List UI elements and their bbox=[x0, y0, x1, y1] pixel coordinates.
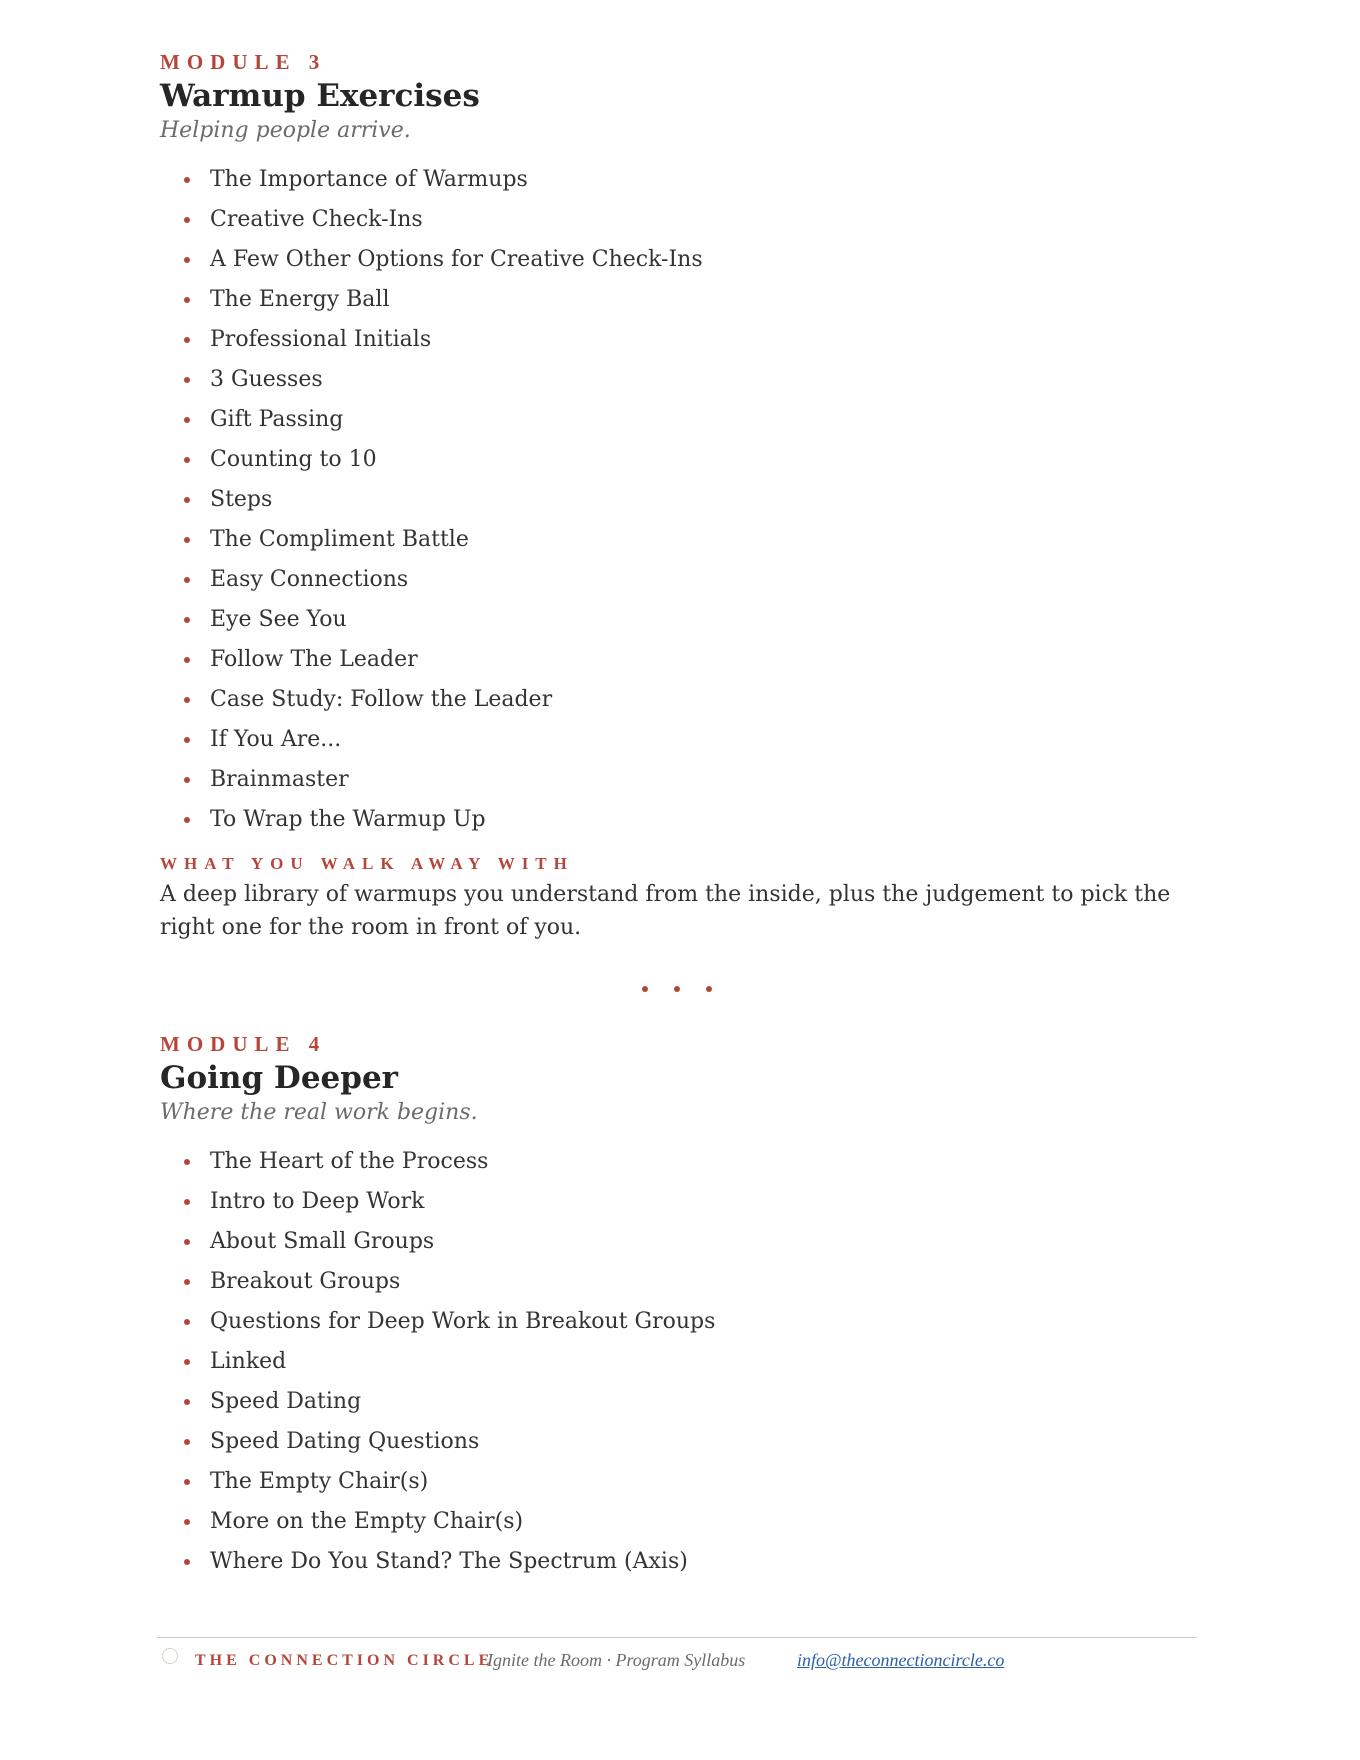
bullet-icon bbox=[184, 1399, 190, 1405]
section-divider bbox=[160, 968, 1200, 1010]
walk-away-text: A deep library of warmups you understand from the inside, plus the judgement to pick the right one for the room in front of you. bbox=[160, 882, 1171, 940]
bullet-icon bbox=[184, 737, 190, 743]
list-item: Professional Initials bbox=[184, 320, 1200, 360]
bullet-icon bbox=[184, 1279, 190, 1285]
divider-dot-icon bbox=[642, 986, 648, 992]
list-item: Easy Connections bbox=[184, 560, 1200, 600]
bullet-icon bbox=[184, 1239, 190, 1245]
module-4-topic-list bbox=[160, 1142, 1200, 1582]
bullet-icon bbox=[184, 697, 190, 703]
bullet-icon bbox=[184, 657, 190, 663]
list-item: Eye See You bbox=[184, 600, 1200, 640]
list-item: 3 Guesses bbox=[184, 360, 1200, 400]
bullet-icon bbox=[184, 177, 190, 183]
divider-dot-icon bbox=[674, 986, 680, 992]
module-3-section bbox=[160, 48, 1200, 944]
list-item: More on the Empty Chair(s) bbox=[184, 1502, 1200, 1542]
list-item: Speed Dating Questions bbox=[184, 1422, 1200, 1462]
module-subtitle: Helping people arrive. bbox=[160, 118, 411, 143]
bullet-icon bbox=[184, 1199, 190, 1205]
bullet-icon bbox=[184, 1159, 190, 1165]
footer-email-link[interactable]: info@theconnectioncircle.co bbox=[797, 1650, 1005, 1670]
module-label: MODULE 3 bbox=[160, 50, 327, 74]
bullet-icon bbox=[184, 297, 190, 303]
list-item: Questions for Deep Work in Breakout Groups bbox=[184, 1302, 1200, 1342]
bullet-icon bbox=[184, 1559, 190, 1565]
syllabus-page bbox=[160, 48, 1200, 1582]
list-item: A Few Other Options for Creative Check-Ins bbox=[184, 240, 1200, 280]
bullet-icon bbox=[184, 577, 190, 583]
bullet-icon bbox=[184, 537, 190, 543]
list-item: Counting to 10 bbox=[184, 440, 1200, 480]
bullet-icon bbox=[184, 1519, 190, 1525]
list-item: Case Study: Follow the Leader bbox=[184, 680, 1200, 720]
list-item: The Compliment Battle bbox=[184, 520, 1200, 560]
bullet-icon bbox=[184, 1359, 190, 1365]
module-4-section bbox=[160, 1030, 1200, 1582]
bullet-icon bbox=[184, 337, 190, 343]
footer-meta: Ignite the Room · Program Syllabus bbox=[487, 1650, 746, 1670]
bullet-icon bbox=[184, 257, 190, 263]
bullet-icon bbox=[184, 1479, 190, 1485]
module-3-topic-list bbox=[160, 160, 1200, 840]
list-item: Where Do You Stand? The Spectrum (Axis) bbox=[184, 1542, 1200, 1582]
circle-logo-icon bbox=[162, 1648, 178, 1664]
module-title: Going Deeper bbox=[160, 1060, 398, 1096]
list-item: Breakout Groups bbox=[184, 1262, 1200, 1302]
list-item: The Importance of Warmups bbox=[184, 160, 1200, 200]
list-item: If You Are... bbox=[184, 720, 1200, 760]
list-item: The Heart of the Process bbox=[184, 1142, 1200, 1182]
bullet-icon bbox=[184, 377, 190, 383]
list-item: Steps bbox=[184, 480, 1200, 520]
list-item: Follow The Leader bbox=[184, 640, 1200, 680]
list-item: Creative Check-Ins bbox=[184, 200, 1200, 240]
bullet-icon bbox=[184, 617, 190, 623]
page-footer bbox=[157, 1637, 1197, 1688]
bullet-icon bbox=[184, 1319, 190, 1325]
list-item: The Energy Ball bbox=[184, 280, 1200, 320]
footer-brand: THE CONNECTION CIRCLE bbox=[195, 1652, 494, 1669]
module-subtitle: Where the real work begins. bbox=[160, 1100, 478, 1125]
walk-away-label: WHAT YOU WALK AWAY WITH bbox=[160, 854, 574, 873]
bullet-icon bbox=[184, 457, 190, 463]
module-title: Warmup Exercises bbox=[160, 78, 480, 114]
bullet-icon bbox=[184, 497, 190, 503]
list-item: About Small Groups bbox=[184, 1222, 1200, 1262]
list-item: The Empty Chair(s) bbox=[184, 1462, 1200, 1502]
bullet-icon bbox=[184, 777, 190, 783]
list-item: Gift Passing bbox=[184, 400, 1200, 440]
list-item: To Wrap the Warmup Up bbox=[184, 800, 1200, 840]
module-label: MODULE 4 bbox=[160, 1032, 327, 1056]
bullet-icon bbox=[184, 1439, 190, 1445]
bullet-icon bbox=[184, 817, 190, 823]
bullet-icon bbox=[184, 217, 190, 223]
list-item: Brainmaster bbox=[184, 760, 1200, 800]
list-item: Linked bbox=[184, 1342, 1200, 1382]
divider-dot-icon bbox=[706, 986, 712, 992]
list-item: Intro to Deep Work bbox=[184, 1182, 1200, 1222]
bullet-icon bbox=[184, 417, 190, 423]
list-item: Speed Dating bbox=[184, 1382, 1200, 1422]
